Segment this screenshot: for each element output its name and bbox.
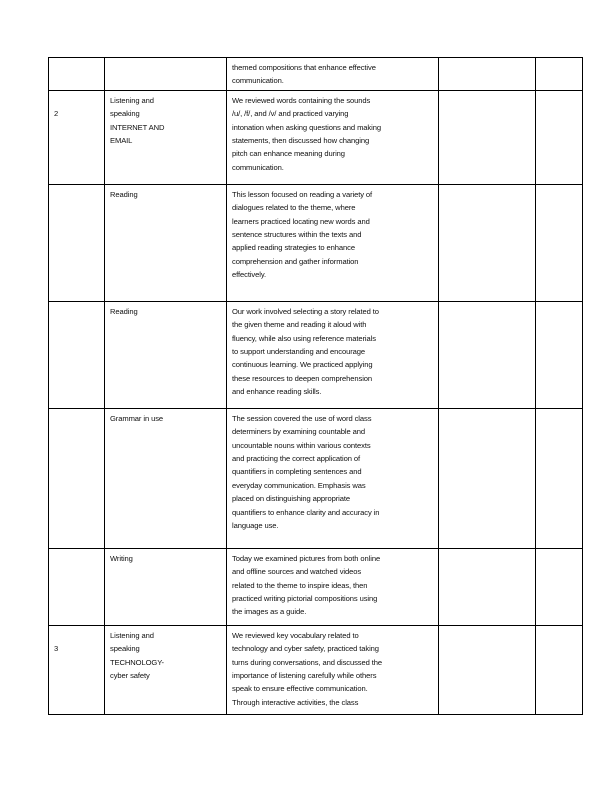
week-cell: 2 [49, 90, 105, 184]
strand-cell: Listening and speaking TECHNOLOGY- cyber safety [105, 625, 227, 714]
empty-cell [536, 301, 583, 408]
empty-cell [536, 184, 583, 301]
summary-cell: The session covered the use of word class determiners by examining countable and uncountable nouns within various contexts and practicing the correct application of quantifiers in completing sentences and everyday communication. Emphasis was placed on distinguishing appropriate quantifiers to enhance clarity and accuracy in language use. [227, 408, 439, 548]
strand-cell [105, 58, 227, 91]
table-row [49, 184, 583, 301]
week-cell [49, 408, 105, 548]
table-row [49, 548, 583, 625]
week-cell [49, 548, 105, 625]
strand-cell: Reading [105, 301, 227, 408]
week-cell [49, 184, 105, 301]
empty-cell [536, 408, 583, 548]
empty-cell [439, 625, 536, 714]
week-cell [49, 301, 105, 408]
week-cell [49, 58, 105, 91]
strand-cell: Reading [105, 184, 227, 301]
table-row [49, 90, 583, 184]
empty-cell [439, 90, 536, 184]
table-row [49, 408, 583, 548]
table-row [49, 301, 583, 408]
strand-cell: Grammar in use [105, 408, 227, 548]
summary-cell: This lesson focused on reading a variety of dialogues related to the theme, where learners practiced locating new words and sentence structures within the texts and applied reading strategies to enhance comprehension and gather information effectively. [227, 184, 439, 301]
table-row [49, 58, 583, 91]
empty-cell [536, 58, 583, 91]
empty-cell [536, 90, 583, 184]
empty-cell [439, 408, 536, 548]
empty-cell [536, 625, 583, 714]
table-row [49, 625, 583, 714]
lesson-record-table [48, 57, 583, 715]
empty-cell [439, 58, 536, 91]
summary-cell: We reviewed key vocabulary related to technology and cyber safety, practiced taking turns during conversations, and discussed the importance of listening carefully while others speak to ensure effective communication. Through interactive activities, the class [227, 625, 439, 714]
strand-cell: Writing [105, 548, 227, 625]
empty-cell [439, 548, 536, 625]
summary-cell: We reviewed words containing the sounds /u/, /f/, and /v/ and practiced varying intonation when asking questions and making statements, then discussed how changing pitch can enhance meaning during communication. [227, 90, 439, 184]
week-cell: 3 [49, 625, 105, 714]
empty-cell [536, 548, 583, 625]
summary-cell: Today we examined pictures from both online and offline sources and watched videos related to the theme to inspire ideas, then practiced writing pictorial compositions using the images as a guide. [227, 548, 439, 625]
strand-cell: Listening and speaking INTERNET AND EMAIL [105, 90, 227, 184]
empty-cell [439, 184, 536, 301]
summary-cell: themed compositions that enhance effective communication. [227, 58, 439, 91]
summary-cell: Our work involved selecting a story related to the given theme and reading it aloud with fluency, while also using reference materials to support understanding and encourage continuous learning. We practiced applying these resources to deepen comprehension and enhance reading skills. [227, 301, 439, 408]
empty-cell [439, 301, 536, 408]
